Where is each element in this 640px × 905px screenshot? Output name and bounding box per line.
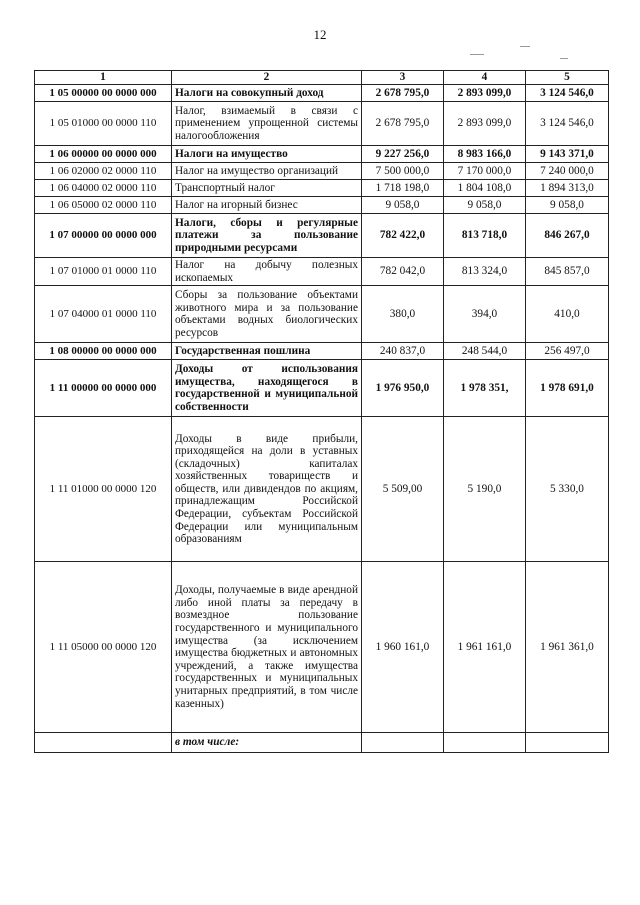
table-row [35,733,609,753]
row-value-col5: 3 124 546,0 [526,85,609,102]
row-value-col3: 5 509,00 [362,417,444,562]
row-code: 1 07 04000 01 0000 110 [35,286,172,343]
table-header-row [35,71,609,85]
row-code: 1 08 00000 00 0000 000 [35,343,172,360]
row-value-col3: 1 718 198,0 [362,180,444,197]
row-value-col4: 813 324,0 [444,258,526,286]
row-value-col4: 248 544,0 [444,343,526,360]
row-value-col4: 7 170 000,0 [444,163,526,180]
row-name: Доходы от использования имущества, находящегося в государственной и муниципальной собственности [172,360,362,417]
row-code: 1 11 05000 00 0000 120 [35,562,172,733]
row-value-col4: 2 893 099,0 [444,102,526,146]
row-value-col3: 2 678 795,0 [362,102,444,146]
row-value-col3: 9 227 256,0 [362,146,444,163]
row-code: 1 11 01000 00 0000 120 [35,417,172,562]
row-name: Транспортный налог [172,180,362,197]
row-name: Налог, взимаемый в связи с применением упрощенной системы налогообложения [172,102,362,146]
table-row [35,258,609,286]
row-value-col4: 1 804 108,0 [444,180,526,197]
column-header: 5 [526,71,609,85]
row-value-col3: 782 042,0 [362,258,444,286]
row-value-col3: 380,0 [362,286,444,343]
row-name: Налоги на имущество [172,146,362,163]
column-header: 4 [444,71,526,85]
row-value-col5: 1 978 691,0 [526,360,609,417]
row-code: 1 07 01000 01 0000 110 [35,258,172,286]
row-name: Налог на игорный бизнес [172,197,362,214]
row-code: 1 05 00000 00 0000 000 [35,85,172,102]
row-value-col3: 1 976 950,0 [362,360,444,417]
table-row [35,180,609,197]
row-name: Доходы, получаемые в виде арендной либо иной платы за передачу в возмездное пользование государственного и муниципального имущества (за исключением имущества бюджетных и автономных учреждений, а также имущества государственных и муниципальных унитарных предприятий, в том числе казенных) [172,562,362,733]
row-value-col4: 9 058,0 [444,197,526,214]
row-value-col4: 813 718,0 [444,214,526,258]
row-code: 1 06 04000 02 0000 110 [35,180,172,197]
table-row [35,163,609,180]
row-value-col3: 782 422,0 [362,214,444,258]
table-row [35,360,609,417]
row-name: Налоги на совокупный доход [172,85,362,102]
row-value-col5: 5 330,0 [526,417,609,562]
row-value-col4: 2 893 099,0 [444,85,526,102]
row-name: Доходы в виде прибыли, приходящейся на доли в уставных (складочных) капиталах хозяйственных товариществ и обществ, или дивидендов по акциям, принадлежащим Российской Федерации, субъектам Российской Федерации или муниципальным образованиям [172,417,362,562]
row-code: 1 11 00000 00 0000 000 [35,360,172,417]
row-name: Налог на имущество организаций [172,163,362,180]
table-row [35,343,609,360]
row-value-col3: 2 678 795,0 [362,85,444,102]
row-value-col3: 240 837,0 [362,343,444,360]
row-value-col4: 5 190,0 [444,417,526,562]
row-value-col4: 8 983 166,0 [444,146,526,163]
table-body [35,85,609,753]
table-row [35,286,609,343]
row-value-col4 [444,733,526,753]
table-row [35,146,609,163]
row-value-col5: 1 894 313,0 [526,180,609,197]
row-name: Сборы за пользование объектами животного мира и за пользование объектами водных биологических ресурсов [172,286,362,343]
row-name: Налог на добычу полезных ископаемых [172,258,362,286]
table-row [35,562,609,733]
row-value-col5: 3 124 546,0 [526,102,609,146]
table-row [35,214,609,258]
row-code [35,733,172,753]
row-value-col4: 1 961 161,0 [444,562,526,733]
row-value-col5: 7 240 000,0 [526,163,609,180]
row-name: в том числе: [172,733,362,753]
row-value-col3: 1 960 161,0 [362,562,444,733]
row-value-col3: 9 058,0 [362,197,444,214]
row-name: Налоги, сборы и регулярные платежи за пользование природными ресурсами [172,214,362,258]
page-number: 12 [313,27,327,42]
row-value-col4: 1 978 351, [444,360,526,417]
row-value-col5: 256 497,0 [526,343,609,360]
row-code: 1 06 05000 02 0000 110 [35,197,172,214]
row-value-col3 [362,733,444,753]
revenue-table [34,70,609,753]
row-value-col5: 1 961 361,0 [526,562,609,733]
row-value-col5: 9 058,0 [526,197,609,214]
table-row [35,102,609,146]
row-code: 1 07 00000 00 0000 000 [35,214,172,258]
row-value-col5: 9 143 371,0 [526,146,609,163]
column-header: 2 [172,71,362,85]
row-code: 1 05 01000 00 0000 110 [35,102,172,146]
column-header: 1 [35,71,172,85]
row-name: Государственная пошлина [172,343,362,360]
row-value-col5: 410,0 [526,286,609,343]
row-value-col5: 846 267,0 [526,214,609,258]
row-value-col5: 845 857,0 [526,258,609,286]
row-value-col4: 394,0 [444,286,526,343]
table-row [35,417,609,562]
row-value-col3: 7 500 000,0 [362,163,444,180]
column-header: 3 [362,71,444,85]
row-code: 1 06 00000 00 0000 000 [35,146,172,163]
row-code: 1 06 02000 02 0000 110 [35,163,172,180]
table-row [35,197,609,214]
row-value-col5 [526,733,609,753]
table-row [35,85,609,102]
